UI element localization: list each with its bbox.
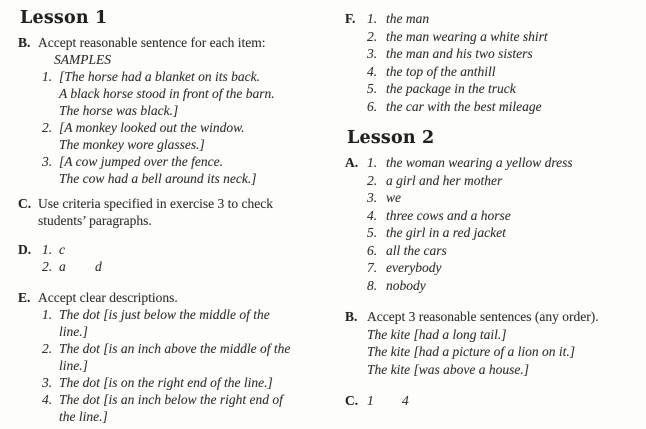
lesson1-section-f xyxy=(345,10,643,115)
item-number: 3. xyxy=(42,154,53,169)
answer-line: the girl in a red jacket xyxy=(386,225,506,240)
answer-line: The horse was black.] xyxy=(59,103,179,118)
answer-line: line.] xyxy=(59,358,88,373)
answer-line: a girl and her mother xyxy=(386,172,503,188)
answer-line: The kite [had a long tail.] xyxy=(367,326,507,342)
answer-line: [A cow jumped over the fence. xyxy=(59,154,223,169)
answer-line: the line.] xyxy=(59,409,108,424)
answer-line: The dot [is an inch above the middle of the xyxy=(59,341,291,356)
item-number: 3. xyxy=(367,46,378,61)
left-column xyxy=(18,8,334,425)
section-c-text xyxy=(38,195,334,229)
answer-line: The dot [is an inch below the right end of xyxy=(59,392,283,407)
item-number: 2. xyxy=(367,172,378,188)
item-lines xyxy=(59,306,334,340)
right-column xyxy=(345,10,643,410)
instruction-line: students’ paragraphs. xyxy=(38,213,152,228)
answer-value: d xyxy=(95,259,102,274)
item-number: 2. xyxy=(42,259,53,274)
answer-line: the car with the best mileage xyxy=(386,98,542,114)
section-letter-b2: B. xyxy=(345,309,358,324)
answer-line: The dot [is on the right end of the line.] xyxy=(59,375,273,390)
answer-line: The monkey wore glasses.] xyxy=(59,137,205,152)
answer-item-f4 xyxy=(367,63,643,81)
answer-line: the woman wearing a yellow dress xyxy=(386,155,573,170)
lesson2-section-c xyxy=(345,392,643,410)
sample-sentences xyxy=(367,326,643,379)
item-lines xyxy=(59,391,334,425)
answer-item-d2 xyxy=(42,258,334,275)
item-number: 1. xyxy=(42,242,53,257)
item-number: 2. xyxy=(42,341,53,356)
item-number: 8. xyxy=(367,277,378,293)
answer-value: 4 xyxy=(402,393,409,408)
answer-item-a8 xyxy=(367,277,643,295)
answer-line: [A monkey looked out the window. xyxy=(59,120,245,135)
item-answers xyxy=(59,258,334,275)
section-letter-d: D. xyxy=(18,242,32,257)
item-number: 4. xyxy=(42,392,53,407)
answer-item-d1 xyxy=(42,241,334,258)
answer-line: [The horse had a blanket on its back. xyxy=(59,69,260,84)
item-number: 1. xyxy=(42,307,53,322)
answer-line: three cows and a horse xyxy=(386,207,511,223)
answer-line: everybody xyxy=(386,260,442,275)
instruction-line: Use criteria specified in exercise 3 to check xyxy=(38,196,274,211)
answer-item-f3 xyxy=(367,45,643,63)
answer-item-a6 xyxy=(367,242,643,260)
section-letter-c: C. xyxy=(18,196,32,211)
answer-value: a xyxy=(59,259,66,274)
answer-item-b1 xyxy=(42,68,334,119)
answer-value: c xyxy=(59,242,65,257)
answer-line: line.] xyxy=(59,324,88,339)
lesson1-section-b xyxy=(18,34,334,187)
section-e-instruction: Accept clear descriptions. xyxy=(38,290,178,305)
item-lines xyxy=(59,68,334,119)
answer-item-e3 xyxy=(42,374,334,391)
answer-line: The dot [is just below the middle of the xyxy=(59,307,270,322)
item-number: 7. xyxy=(367,260,378,275)
answer-item-a2 xyxy=(367,172,643,190)
item-number: 6. xyxy=(367,98,378,114)
item-number: 1. xyxy=(367,155,378,170)
item-number: 1. xyxy=(367,11,378,26)
section-b-instruction: Accept reasonable sentence for each item: xyxy=(38,35,266,50)
item-number: 5. xyxy=(367,225,378,240)
answer-item-a5 xyxy=(367,224,643,242)
item-lines xyxy=(59,153,334,187)
item-number: 4. xyxy=(367,207,378,223)
lesson1-section-d xyxy=(18,241,334,275)
item-number: 1. xyxy=(42,69,53,84)
answer-line: the package in the truck xyxy=(386,81,516,96)
lesson1-title: Lesson 1 xyxy=(20,8,108,28)
answer-line: the man and his two sisters xyxy=(386,46,533,61)
answer-item-e1 xyxy=(42,306,334,340)
answer-line: The kite [was above a house.] xyxy=(367,361,529,377)
item-answers xyxy=(367,392,643,410)
item-number: 6. xyxy=(367,242,378,258)
section-letter-a: A. xyxy=(345,155,359,170)
answer-line: we xyxy=(386,190,401,205)
item-number: 2. xyxy=(367,28,378,44)
item-lines xyxy=(59,119,334,153)
answer-item-b3 xyxy=(42,153,334,187)
answer-line: all the cars xyxy=(386,242,447,258)
section-letter-c2: C. xyxy=(345,393,359,408)
answer-item-a1 xyxy=(367,154,643,172)
answer-item-a3 xyxy=(367,189,643,207)
answer-item-e2 xyxy=(42,340,334,374)
answer-item-b2 xyxy=(42,119,334,153)
item-lines xyxy=(59,374,334,391)
item-number: 2. xyxy=(42,120,53,135)
answer-line: the man wearing a white shirt xyxy=(386,28,548,44)
section-b2-instruction: Accept 3 reasonable sentences (any order). xyxy=(367,309,599,324)
section-letter-f: F. xyxy=(345,11,356,26)
item-answers xyxy=(59,241,334,258)
section-letter-e: E. xyxy=(18,290,31,305)
answer-item-a7 xyxy=(367,259,643,277)
answer-line: the man xyxy=(386,11,430,26)
answer-item-f2 xyxy=(367,28,643,46)
answer-line: The kite [had a picture of a lion on it.] xyxy=(367,344,575,359)
item-number: 3. xyxy=(42,375,53,390)
item-number: 3. xyxy=(367,190,378,205)
lesson2-title: Lesson 2 xyxy=(347,128,435,148)
section-letter-b: B. xyxy=(18,35,31,50)
item-number: 4. xyxy=(367,63,378,79)
answer-item-f1 xyxy=(367,10,643,28)
lesson1-section-c xyxy=(18,195,334,229)
lesson1-section-e xyxy=(18,289,334,425)
lesson2-section-a xyxy=(345,154,643,294)
item-lines xyxy=(59,340,334,374)
answer-item-f5 xyxy=(367,80,643,98)
answer-line: A black horse stood in front of the barn. xyxy=(59,86,275,101)
samples-label: SAMPLES xyxy=(54,52,111,67)
answer-value: 1 xyxy=(367,393,374,408)
answer-line: nobody xyxy=(386,277,426,293)
answer-item-f6 xyxy=(367,98,643,116)
lesson2-section-b xyxy=(345,308,643,378)
answer-item-a4 xyxy=(367,207,643,225)
answer-item-e4 xyxy=(42,391,334,425)
item-number: 5. xyxy=(367,81,378,96)
answer-line: the top of the anthill xyxy=(386,63,496,79)
answer-line: The cow had a bell around its neck.] xyxy=(59,171,257,186)
